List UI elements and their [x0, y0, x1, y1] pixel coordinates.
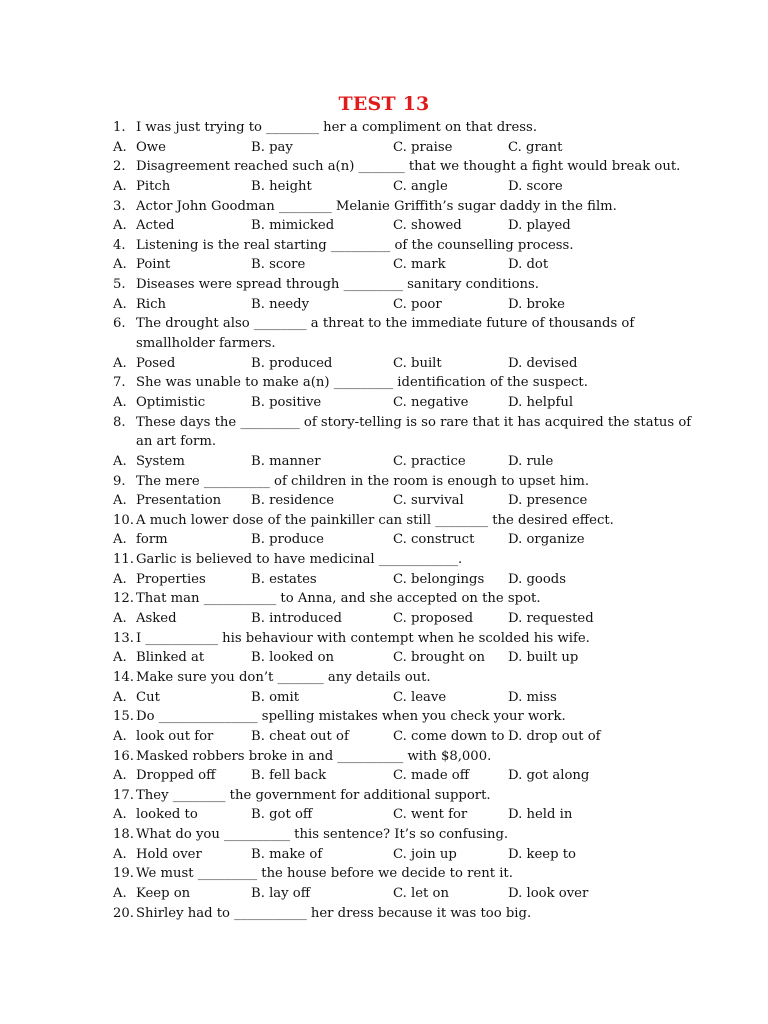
option-a-label: A.: [113, 394, 127, 410]
option-a: Keep on: [136, 885, 191, 901]
option-a-label: A.: [113, 493, 127, 509]
option-c: C. angle: [393, 178, 448, 194]
options-row: [0, 570, 768, 590]
question-number: 20.: [113, 905, 134, 921]
option-c: C. join up: [393, 846, 457, 862]
options-row: [0, 648, 768, 668]
question-number: 19.: [113, 866, 134, 882]
question-row: [0, 275, 768, 295]
option-b: B. introduced: [251, 611, 342, 627]
options-row: [0, 766, 768, 786]
question-number: 14.: [113, 669, 134, 685]
question-text: Masked robbers broke in and __________ with $8,000.: [136, 748, 492, 764]
option-c: C. went for: [393, 807, 468, 823]
options-row: [0, 688, 768, 708]
option-a: form: [136, 532, 168, 548]
option-b: B. manner: [251, 453, 321, 469]
question-row: [0, 786, 768, 806]
option-b: B. needy: [251, 296, 310, 312]
question-number: 9.: [113, 473, 126, 489]
option-b: B. fell back: [251, 768, 327, 784]
option-b: B. residence: [251, 493, 335, 509]
question-row: [0, 314, 768, 334]
question-row: [0, 589, 768, 609]
options-row: [0, 530, 768, 550]
option-a-label: A.: [113, 728, 127, 744]
option-b: B. estates: [251, 571, 317, 587]
option-b: B. mimicked: [251, 218, 335, 234]
option-a: Owe: [136, 139, 166, 155]
option-a-label: A.: [113, 768, 127, 784]
question-number: 4.: [113, 237, 126, 253]
option-b: B. omit: [251, 689, 300, 705]
option-c: C. let on: [393, 885, 449, 901]
option-a-label: A.: [113, 139, 127, 155]
options-row: [0, 727, 768, 747]
option-d: D. presence: [508, 493, 588, 509]
option-b: B. looked on: [251, 650, 335, 666]
options-row: [0, 216, 768, 236]
question-row: [0, 550, 768, 570]
question-number: 7.: [113, 375, 126, 391]
option-d: D. organize: [508, 532, 585, 548]
option-c: C. showed: [393, 218, 462, 234]
options-row: [0, 845, 768, 865]
options-row: [0, 452, 768, 472]
question-row: [0, 629, 768, 649]
option-a-label: A.: [113, 689, 127, 705]
option-a-label: A.: [113, 885, 127, 901]
option-a: Cut: [136, 689, 160, 705]
option-d: D. goods: [508, 571, 567, 587]
question-number: 11.: [113, 552, 134, 568]
options-row: [0, 393, 768, 413]
question-row: [0, 747, 768, 767]
question-row: [0, 511, 768, 531]
option-c: C. come down to: [393, 728, 505, 744]
option-d: D. drop out of: [508, 728, 601, 744]
option-c: C. praise: [393, 139, 453, 155]
option-a-label: A.: [113, 178, 127, 194]
question-text: These days the _________ of story-telling is so rare that it has acquired the status of: [136, 414, 692, 430]
option-b: B. make of: [251, 846, 323, 862]
question-row: [0, 118, 768, 138]
question-row: [0, 413, 768, 433]
options-row: [0, 354, 768, 374]
options-row: [0, 609, 768, 629]
question-number: 17.: [113, 787, 134, 803]
option-b: B. cheat out of: [251, 728, 349, 744]
option-b: B. positive: [251, 394, 322, 410]
question-text: The mere __________ of children in the room is enough to upset him.: [136, 473, 590, 489]
question-text: smallholder farmers.: [136, 336, 276, 352]
question-text: Diseases were spread through _________ sanitary conditions.: [136, 277, 539, 293]
question-text: They ________ the government for additional support.: [136, 787, 491, 803]
option-a-label: A.: [113, 532, 127, 548]
option-a: Properties: [136, 571, 206, 587]
option-a: System: [136, 453, 185, 469]
option-c: C. built: [393, 355, 442, 371]
question-row: [0, 707, 768, 727]
option-a: Pitch: [136, 178, 171, 194]
option-c: C. survival: [393, 493, 464, 509]
option-c: C. leave: [393, 689, 447, 705]
option-c: C. mark: [393, 257, 446, 273]
option-c: C. poor: [393, 296, 442, 312]
option-a: looked to: [136, 807, 198, 823]
question-text: I ___________ his behaviour with contempt when he scolded his wife.: [136, 630, 590, 646]
option-a-label: A.: [113, 571, 127, 587]
question-text: I was just trying to ________ her a compliment on that dress.: [136, 120, 538, 135]
options-row: [0, 491, 768, 511]
option-a-label: A.: [113, 650, 127, 666]
option-d: D. devised: [508, 355, 578, 371]
question-row: [0, 373, 768, 393]
option-d: D. helpful: [508, 394, 574, 410]
question-row: [0, 825, 768, 845]
question-number: 12.: [113, 591, 134, 607]
question-continuation-row: [0, 432, 768, 452]
option-b: B. height: [251, 178, 312, 194]
option-b: B. pay: [251, 139, 293, 155]
question-continuation-row: [0, 334, 768, 354]
options-row: [0, 138, 768, 158]
option-d: D. look over: [508, 885, 589, 901]
option-c: C. made off: [393, 768, 470, 784]
option-b: B. got off: [251, 807, 313, 823]
question-text: Do _______________ spelling mistakes when you check your work.: [136, 709, 566, 725]
question-text: That man ___________ to Anna, and she accepted on the spot.: [136, 591, 541, 607]
question-number: 5.: [113, 277, 126, 293]
question-number: 3.: [113, 198, 126, 214]
option-d: D. rule: [508, 453, 554, 469]
option-c: C. construct: [393, 532, 475, 548]
option-a: Hold over: [136, 846, 202, 862]
question-text: She was unable to make a(n) _________ identification of the suspect.: [136, 375, 588, 391]
options-row: [0, 805, 768, 825]
option-d: D. held in: [508, 807, 573, 823]
question-number: 18.: [113, 827, 134, 843]
option-a-label: A.: [113, 611, 127, 627]
option-d: D. miss: [508, 689, 557, 705]
option-d: D. dot: [508, 257, 549, 273]
question-number: 13.: [113, 630, 134, 646]
question-number: 2.: [113, 159, 126, 175]
option-a-label: A.: [113, 218, 127, 234]
option-c: C. belongings: [393, 571, 485, 587]
question-text: Shirley had to ___________ her dress because it was too big.: [136, 905, 532, 921]
question-text: Actor John Goodman ________ Melanie Griffith’s sugar daddy in the film.: [136, 198, 617, 214]
option-a: Rich: [136, 296, 167, 312]
page-title: TEST 13: [338, 93, 430, 115]
option-a: Dropped off: [136, 768, 216, 784]
option-d: D. broke: [508, 296, 565, 312]
option-c: C. practice: [393, 453, 466, 469]
question-text: The drought also ________ a threat to the immediate future of thousands of: [136, 316, 635, 332]
option-b: B. score: [251, 257, 306, 273]
option-a-label: A.: [113, 296, 127, 312]
question-text: Disagreement reached such a(n) _______ that we thought a fight would break out.: [136, 159, 681, 175]
question-text: an art form.: [136, 434, 217, 450]
question-number: 1.: [113, 120, 126, 135]
question-row: [0, 157, 768, 177]
question-row: [0, 904, 768, 924]
question-text: Listening is the real starting _________ of the counselling process.: [136, 237, 574, 253]
question-row: [0, 668, 768, 688]
option-a-label: A.: [113, 453, 127, 469]
option-a: Acted: [136, 218, 175, 234]
option-a-label: A.: [113, 355, 127, 371]
options-row: [0, 295, 768, 315]
option-c: C. proposed: [393, 611, 474, 627]
question-number: 10.: [113, 512, 134, 528]
question-number: 16.: [113, 748, 134, 764]
question-text: What do you __________ this sentence? It’s so confusing.: [136, 827, 509, 843]
option-a: look out for: [136, 728, 214, 744]
question-row: [0, 236, 768, 256]
question-text: A much lower dose of the painkiller can still ________ the desired effect.: [136, 512, 614, 528]
option-a-label: A.: [113, 807, 127, 823]
option-a-label: A.: [113, 846, 127, 862]
question-list: [0, 118, 768, 923]
option-d: D. keep to: [508, 846, 576, 862]
question-number: 6.: [113, 316, 126, 332]
question-number: 8.: [113, 414, 126, 430]
question-text: We must _________ the house before we decide to rent it.: [136, 866, 513, 882]
option-a: Asked: [136, 611, 177, 627]
option-d: D. score: [508, 178, 563, 194]
option-b: B. produce: [251, 532, 324, 548]
options-row: [0, 884, 768, 904]
option-a-label: A.: [113, 257, 127, 273]
question-text: Garlic is believed to have medicinal ____________.: [136, 552, 463, 568]
option-d: D. requested: [508, 611, 594, 627]
option-d: D. got along: [508, 768, 590, 784]
option-a: Blinked at: [136, 650, 205, 666]
option-b: B. produced: [251, 355, 333, 371]
option-a: Posed: [136, 355, 176, 371]
options-row: [0, 177, 768, 197]
options-row: [0, 255, 768, 275]
option-a: Presentation: [136, 493, 222, 509]
question-row: [0, 864, 768, 884]
option-a: Optimistic: [136, 394, 206, 410]
option-a: Point: [136, 257, 171, 273]
option-d: C. grant: [508, 139, 563, 155]
question-text: Make sure you don’t _______ any details out.: [136, 669, 431, 685]
option-c: C. brought on: [393, 650, 486, 666]
question-row: [0, 472, 768, 492]
question-row: [0, 197, 768, 217]
option-c: C. negative: [393, 394, 469, 410]
question-number: 15.: [113, 709, 134, 725]
option-d: D. built up: [508, 650, 579, 666]
option-d: D. played: [508, 218, 571, 234]
option-b: B. lay off: [251, 885, 311, 901]
